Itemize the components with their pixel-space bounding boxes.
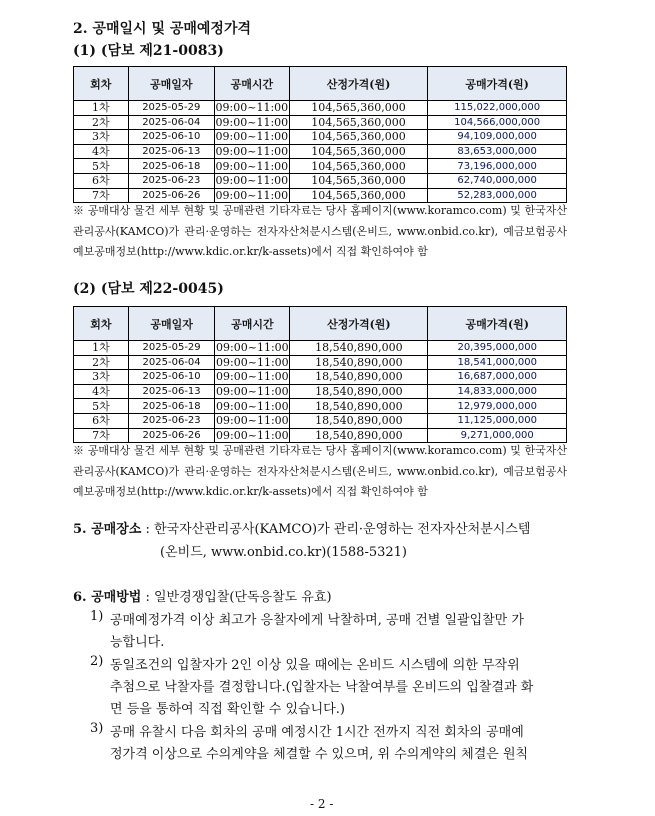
- table-cell: 20,395,000,000: [428, 341, 567, 356]
- list-item-line: 능합니다.: [110, 635, 165, 651]
- table-cell: 09:00~11:00: [215, 101, 289, 115]
- separator: :: [141, 590, 154, 605]
- table2-title: (2) (담보 제22-0045): [73, 281, 224, 297]
- section6: [73, 586, 332, 605]
- table-cell: 2025-06-10: [128, 370, 215, 385]
- table-cell: 2025-06-26: [128, 188, 214, 203]
- table-row: [74, 384, 567, 399]
- table-cell: 4차: [74, 144, 129, 159]
- table-cell: 104,566,000,000: [428, 115, 567, 130]
- table-cell: 12,979,000,000: [428, 399, 567, 414]
- table-cell: 104,565,360,000: [289, 130, 427, 145]
- table-cell: 18,541,000,000: [428, 355, 567, 370]
- list-item-line: 추첨으로 낙찰자를 결정합니다.(입찰자는 낙찰여부를 온비드의 입찰결과 화: [110, 679, 534, 695]
- list-item-line: 동일조건의 입찰자가 2인 이상 있을 때에는 온비드 시스템에 의한 무작위: [110, 657, 520, 673]
- table-cell: 2025-06-23: [128, 413, 215, 428]
- list-item-number: 1): [90, 609, 104, 624]
- table-cell: 73,196,000,000: [428, 159, 567, 174]
- table-cell: 2025-06-18: [128, 159, 214, 174]
- table-cell: 104,565,360,000: [289, 159, 427, 174]
- table-row: [74, 144, 567, 159]
- column-header: 회차: [74, 67, 129, 101]
- table-cell: 2025-06-04: [128, 115, 214, 130]
- section5-label: 5. 공매장소: [73, 522, 142, 537]
- table-cell: 2025-06-13: [128, 384, 215, 399]
- column-header: 공매시간: [214, 67, 289, 101]
- table-cell: 5차: [74, 399, 129, 414]
- table-row: [74, 399, 567, 414]
- table-cell: 6차: [74, 173, 129, 188]
- list-item-line: 정가격 이상으로 수의계약을 체결할 수 있으며, 위 수의계약의 체결은 원칙: [110, 746, 529, 762]
- section6-value: 일반경쟁입찰(단독응찰도 유효): [154, 590, 332, 605]
- table-cell: 52,283,000,000: [428, 188, 567, 203]
- auction-schedule-table-1: [73, 66, 567, 203]
- table-cell: 16,687,000,000: [428, 370, 567, 385]
- table-cell: 09:00~11:00: [216, 428, 289, 442]
- table-cell: 2025-06-26: [128, 428, 215, 443]
- table-cell: 09:00~11:00: [216, 355, 289, 369]
- table-cell: 5차: [74, 159, 129, 174]
- column-header: 공매일자: [128, 307, 215, 341]
- table-cell: 09:00~11:00: [215, 188, 289, 202]
- table-cell: 18,540,890,000: [290, 384, 428, 399]
- list-item-line: 면 등을 통하여 직접 확인할 수 있습니다.): [110, 702, 345, 718]
- table-cell: 18,540,890,000: [290, 341, 428, 356]
- table-cell: 83,653,000,000: [428, 144, 567, 159]
- table-cell: 7차: [74, 188, 129, 203]
- table-cell: 18,540,890,000: [290, 370, 428, 385]
- table-cell: 11,125,000,000: [428, 413, 567, 428]
- table-header-row: [74, 307, 567, 341]
- table-row: [74, 413, 567, 428]
- column-header: 공매일자: [128, 67, 214, 101]
- table-cell: 2차: [74, 355, 129, 370]
- table-cell: 2차: [74, 115, 129, 130]
- table-header-row: [74, 67, 567, 101]
- table-cell: 104,565,360,000: [289, 144, 427, 159]
- column-header: 공매가격(원): [428, 307, 567, 341]
- table-cell: 1차: [74, 101, 129, 116]
- table-cell: 2025-05-29: [128, 341, 215, 356]
- table-cell: 94,109,000,000: [428, 130, 567, 145]
- page-number: - 2 -: [310, 797, 334, 811]
- table-cell: 09:00~11:00: [215, 174, 289, 188]
- table-row: [74, 341, 567, 356]
- list-item-number: 2): [90, 653, 104, 669]
- table-cell: 2025-06-18: [128, 399, 215, 414]
- table-cell: 09:00~11:00: [216, 385, 289, 399]
- table-cell: 09:00~11:00: [216, 341, 289, 355]
- table-row: [74, 355, 567, 370]
- table-cell: 09:00~11:00: [215, 159, 289, 173]
- table-row: [74, 370, 567, 385]
- table-row: [74, 159, 567, 174]
- table-cell: 09:00~11:00: [215, 115, 289, 129]
- section5: [73, 518, 530, 537]
- table-row: [74, 130, 567, 145]
- table-cell: 62,740,000,000: [428, 173, 567, 188]
- table-cell: 2025-06-04: [128, 355, 215, 370]
- table-cell: 18,540,890,000: [290, 428, 428, 443]
- section6-label: 6. 공매방법: [73, 590, 142, 605]
- table-cell: 9,271,000,000: [428, 428, 567, 443]
- table-cell: 09:00~11:00: [215, 130, 289, 144]
- table-cell: 09:00~11:00: [216, 414, 289, 428]
- table-cell: 18,540,890,000: [290, 355, 428, 370]
- table-cell: 3차: [74, 370, 129, 385]
- table2-note: ※ 공매대상 물건 세부 현황 및 공매관련 기타자료는 당사 홈페이지(www.koramco.com) 및 한국자산관리공사(KAMCO)가 관리·운영하는 전자자산처분시스템(온비드, www.onbid.co.kr), 예금보험공사 예보공매정보(http://www.kdic.or.kr/k-assets)에서 직접 확인하여야 함: [73, 444, 567, 498]
- table-row: [74, 115, 567, 130]
- table-cell: 6차: [74, 413, 129, 428]
- auction-schedule-table-2: [73, 306, 567, 443]
- separator: :: [141, 522, 154, 537]
- column-header: 산정가격(원): [290, 307, 428, 341]
- table-cell: 104,565,360,000: [289, 188, 427, 203]
- column-header: 회차: [74, 307, 129, 341]
- table-cell: 115,022,000,000: [428, 101, 567, 116]
- section5-line2: (온비드, www.onbid.co.kr)(1588-5321): [160, 545, 407, 560]
- table1-note: ※ 공매대상 물건 세부 현황 및 공매관련 기타자료는 당사 홈페이지(www.koramco.com) 및 한국자산관리공사(KAMCO)가 관리·운영하는 전자자산처분시스템(온비드, www.onbid.co.kr), 예금보험공사 예보공매정보(http://www.kdic.or.kr/k-assets)에서 직접 확인하여야 함: [73, 204, 567, 258]
- table-cell: 3차: [74, 130, 129, 145]
- table-cell: 09:00~11:00: [216, 370, 289, 384]
- table-row: [74, 101, 567, 116]
- table-cell: 2025-06-13: [128, 144, 214, 159]
- table-cell: 2025-06-10: [128, 130, 214, 145]
- list-item-number: 3): [90, 720, 104, 736]
- table-cell: 1차: [74, 341, 129, 356]
- list-item-line: 공매예정가격 이상 최고가 응찰자에게 낙찰하며, 공매 건별 일괄입찰만 가: [110, 613, 524, 628]
- column-header: 공매가격(원): [428, 67, 567, 101]
- table-cell: 14,833,000,000: [428, 384, 567, 399]
- table1-title: (1) (담보 제21-0083): [73, 43, 224, 59]
- table-cell: 104,565,360,000: [289, 115, 427, 130]
- section-title: 2. 공매일시 및 공매예정가격: [73, 21, 252, 37]
- table-cell: 18,540,890,000: [290, 399, 428, 414]
- column-header: 공매시간: [215, 307, 290, 341]
- table-cell: 18,540,890,000: [290, 413, 428, 428]
- list-item-line: 공매 유찰시 다음 회차의 공매 예정시간 1시간 전까지 직전 회차의 공매예: [110, 724, 524, 740]
- table-cell: 4차: [74, 384, 129, 399]
- section5-line1: 한국자산관리공사(KAMCO)가 관리·운영하는 전자자산처분시스템: [154, 522, 531, 537]
- table-row: [74, 173, 567, 188]
- table-cell: 09:00~11:00: [215, 145, 289, 159]
- table-cell: 2025-06-23: [128, 173, 214, 188]
- table-cell: 09:00~11:00: [216, 399, 289, 413]
- table-cell: 104,565,360,000: [289, 173, 427, 188]
- table-cell: 104,565,360,000: [289, 101, 427, 116]
- table-cell: 2025-05-29: [128, 101, 214, 116]
- column-header: 산정가격(원): [289, 67, 427, 101]
- table-cell: 7차: [74, 428, 129, 443]
